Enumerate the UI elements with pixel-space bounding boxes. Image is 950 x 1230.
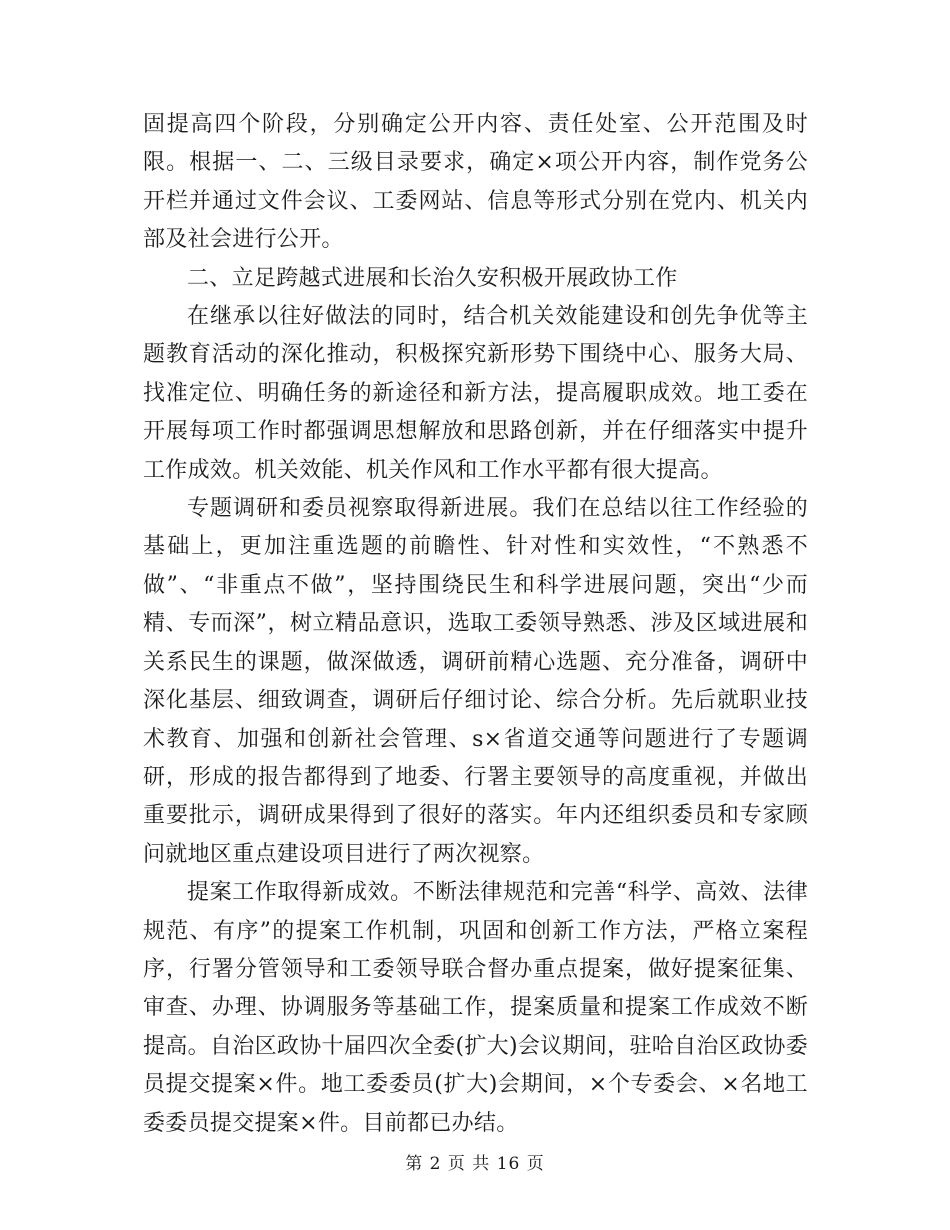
- paragraph-proposals: 提案工作取得新成效。不断法律规范和完善“科学、高效、法律规范、有序”的提案工作机制，巩固和创新工作方法，严格立案程序，行署分管领导和工委领导联合督办重点提案，做好提案征集、审查、办理、协调服务等基础工作，提案质量和提案工作成效不断提高。自治区政协十届四次全委(扩大)会议期间，驻哈自治区政协委员提交提案×件。地工委委员(扩大)会期间，×个专委会、×名地工委委员提交提案×件。目前都已办结。: [143, 880, 808, 1136]
- paragraph-continuation: 固提高四个阶段，分别确定公开内容、责任处室、公开范围及时限。根据一、二、三级目录要求，确定×项公开内容，制作党务公开栏并通过文件会议、工委网站、信息等形式分别在党内、机关内部及社会进行公开。: [143, 112, 808, 253]
- section-heading: 二、立足跨越式进展和长治久安积极开展政协工作: [187, 265, 678, 291]
- page-number-footer: 第 2 页 共 16 页: [405, 1154, 545, 1174]
- paragraph-overview: 在继承以往好做法的同时，结合机关效能建设和创先争优等主题教育活动的深化推动，积极探究新形势下围绕中心、服务大局、找准定位、明确任务的新途径和新方法，提高履职成效。地工委在开展每项工作时都强调思想解放和思路创新，并在仔细落实中提升工作成效。机关效能、机关作风和工作水平都有很大提高。: [143, 304, 808, 483]
- document-body: [143, 106, 808, 1143]
- paragraph-research: 专题调研和委员视察取得新进展。我们在总结以往工作经验的基础上，更加注重选题的前瞻性、针对性和实效性，“不熟悉不做”、“非重点不做”，坚持围绕民生和科学进展问题，突出“少而精、专而深”，树立精品意识，选取工委领导熟悉、涉及区域进展和关系民生的课题，做深做透，调研前精心选题、充分准备，调研中深化基层、细致调查，调研后仔细讨论、综合分析。先后就职业技术教育、加强和创新社会管理、s×省道交通等问题进行了专题调研，形成的报告都得到了地委、行署主要领导的高度重视，并做出重要批示，调研成果得到了很好的落实。年内还组织委员和专家顾问就地区重点建设项目进行了两次视察。: [143, 496, 808, 867]
